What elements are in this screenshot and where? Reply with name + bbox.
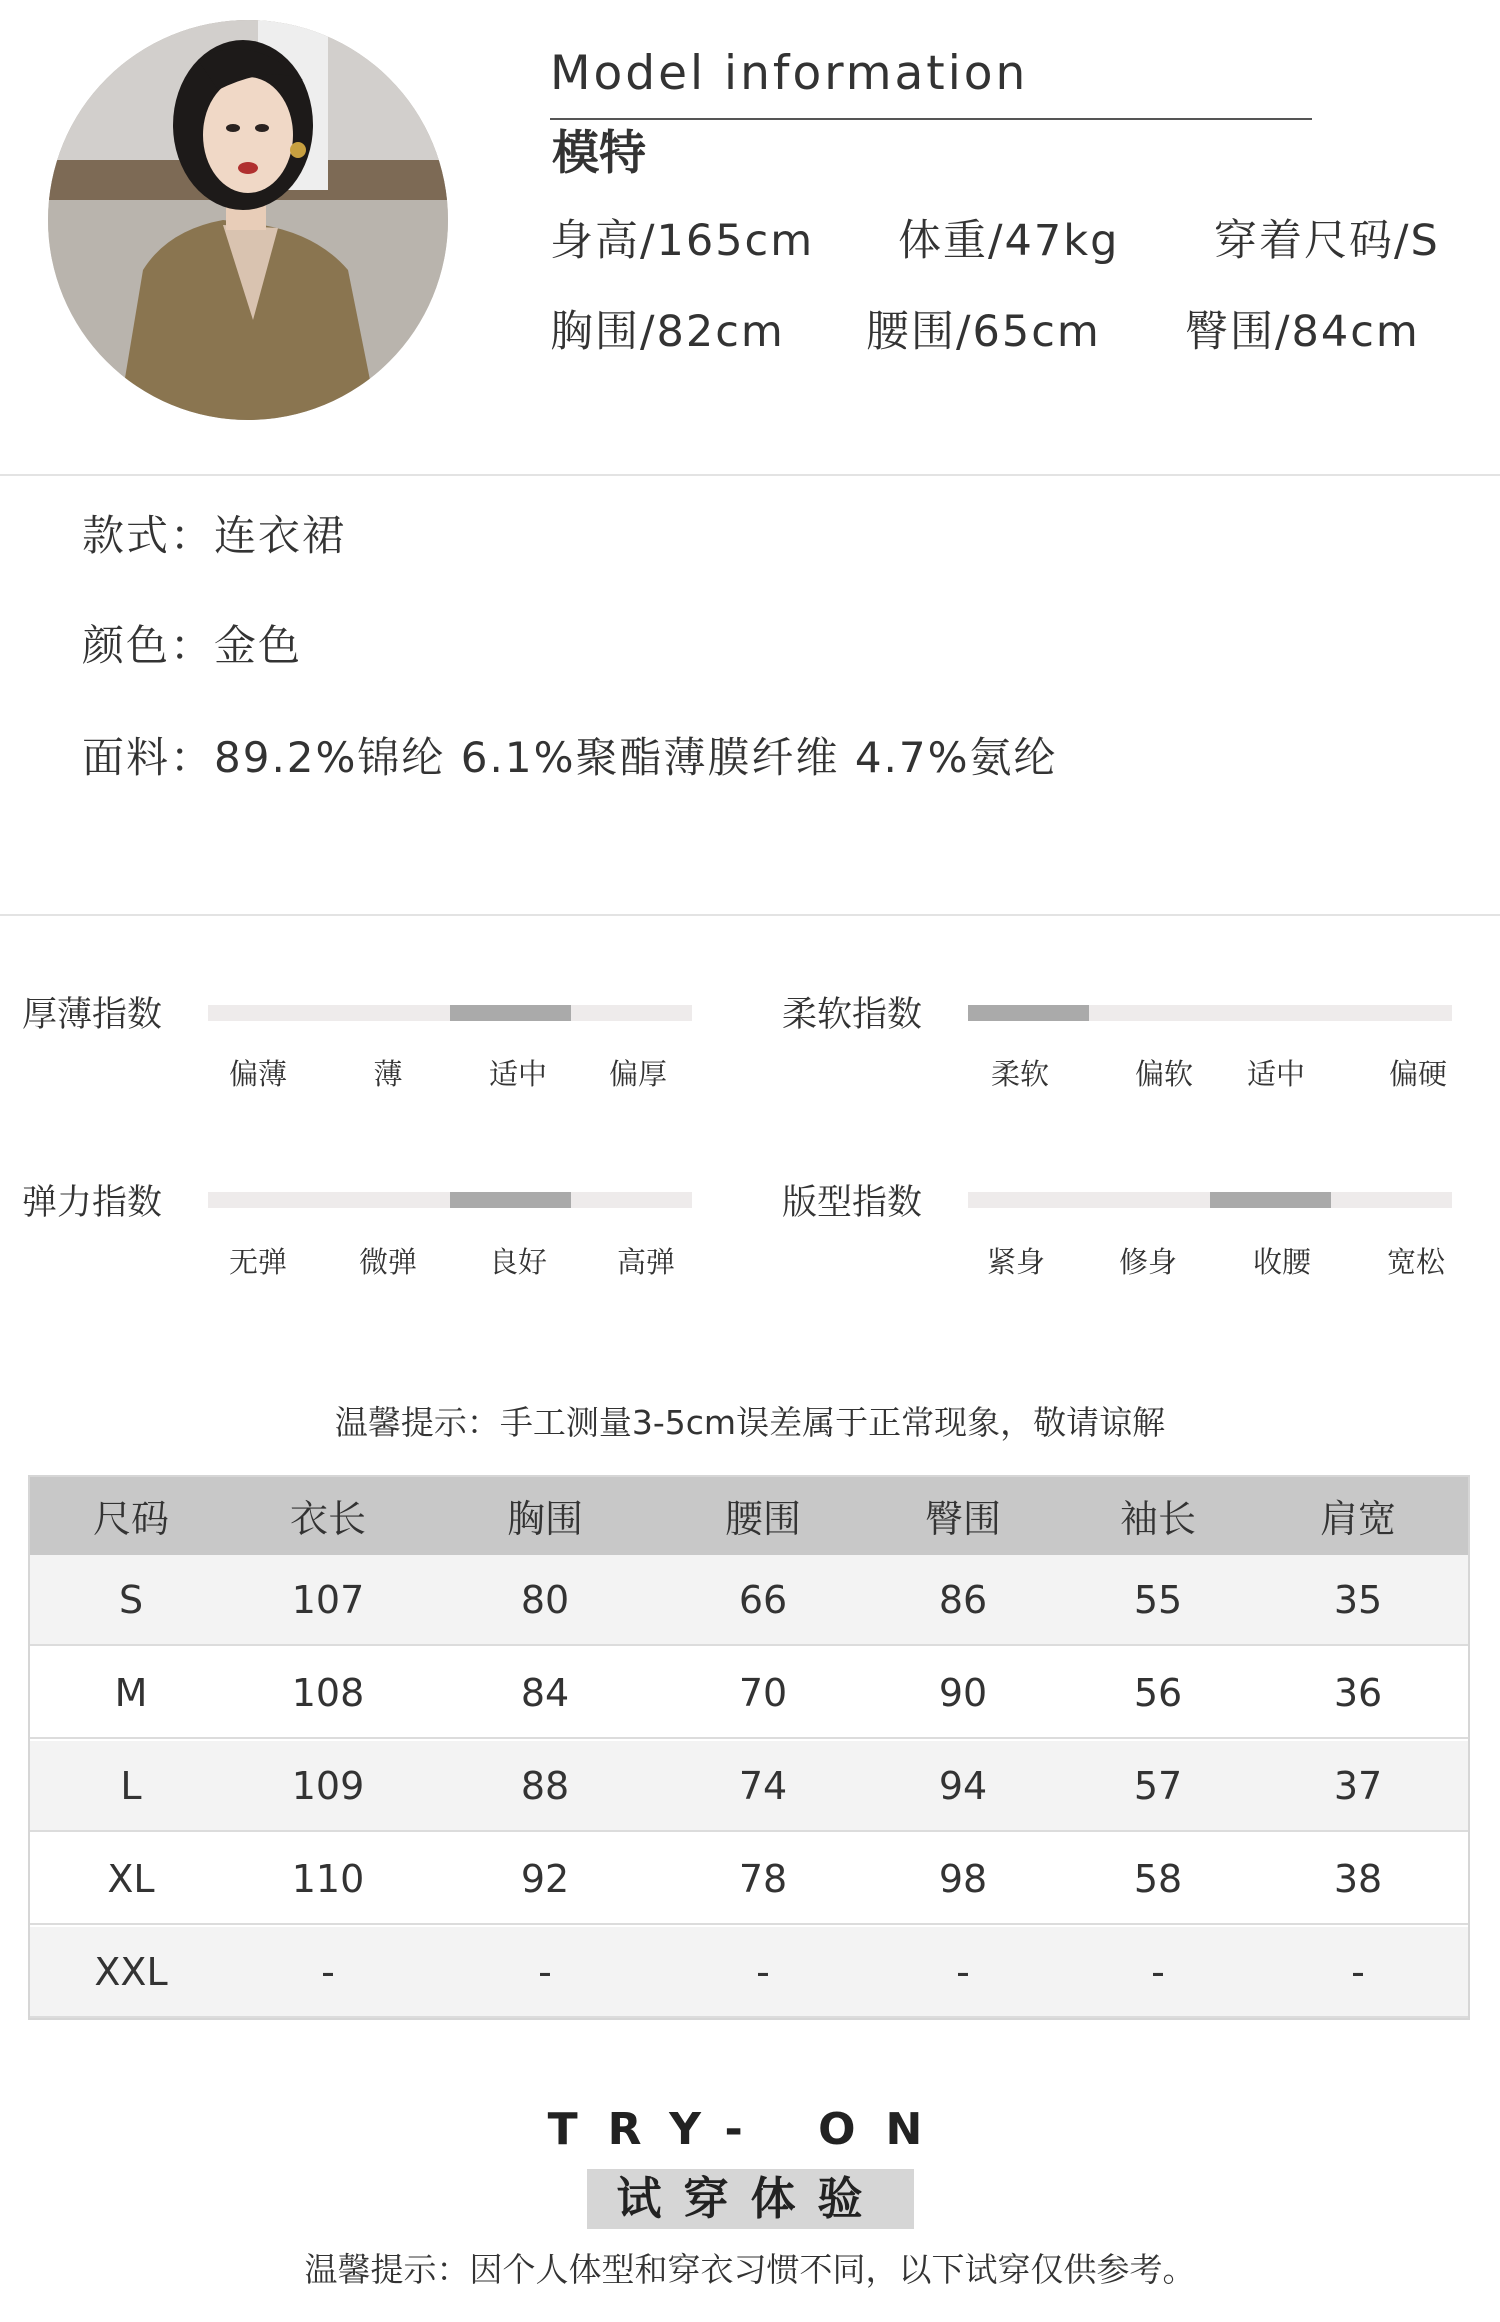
table-header-cell: 衣长 — [289, 1496, 367, 1541]
table-cell: XL — [107, 1856, 155, 1901]
attr-style: 款式：连衣裙 — [82, 511, 347, 560]
index-tick-label: 薄 — [373, 1057, 403, 1091]
tryon-title-en: TRY- ON — [547, 2104, 953, 2155]
model-hip: 臀围/84cm — [1185, 307, 1420, 357]
model-photo — [48, 20, 448, 420]
model-info-title: Model information — [550, 46, 1029, 101]
index-tick-label: 紧身 — [986, 1245, 1046, 1279]
table-row — [28, 1834, 1470, 1925]
index-tick-label: 柔软 — [990, 1057, 1050, 1091]
model-info-subtitle: 模特 — [552, 126, 646, 181]
table-cell: - — [756, 1949, 770, 1994]
index-tick-label: 适中 — [1246, 1057, 1306, 1091]
table-cell: S — [118, 1577, 144, 1622]
index-tick-label: 偏薄 — [228, 1057, 288, 1091]
model-size-worn: 穿着尺码/S — [1214, 216, 1440, 266]
table-header-cell: 袖长 — [1119, 1496, 1197, 1541]
index-tick-label: 偏软 — [1134, 1057, 1194, 1091]
table-cell: 70 — [738, 1670, 788, 1715]
table-cell: - — [1151, 1949, 1165, 1994]
table-header-cell: 腰围 — [724, 1496, 802, 1541]
index-bar-indicator — [450, 1005, 571, 1021]
table-cell: 108 — [291, 1670, 365, 1715]
table-cell: XXL — [94, 1949, 168, 1994]
table-cell: 36 — [1333, 1670, 1383, 1715]
table-cell: 94 — [938, 1763, 988, 1808]
table-cell: 110 — [291, 1856, 365, 1901]
table-row — [28, 1648, 1470, 1739]
table-cell: - — [538, 1949, 552, 1994]
model-waist: 腰围/65cm — [866, 307, 1101, 357]
table-cell: 35 — [1333, 1577, 1383, 1622]
table-cell: 84 — [520, 1670, 570, 1715]
index-bar-indicator — [1210, 1192, 1331, 1208]
table-cell: - — [1351, 1949, 1365, 1994]
table-cell: 107 — [291, 1577, 365, 1622]
tryon-tip: 温馨提示：因个人体型和穿衣习惯不同，以下试穿仅供参考。 — [304, 2250, 1196, 2289]
attr-fabric: 面料：89.2%锦纶 6.1%聚酯薄膜纤维 4.7%氨纶 — [82, 733, 1058, 782]
table-row — [28, 1555, 1470, 1646]
model-portrait-illustration — [48, 20, 448, 420]
table-cell: 109 — [291, 1763, 365, 1808]
table-cell: 57 — [1133, 1763, 1183, 1808]
index-tick-label: 高弹 — [616, 1245, 676, 1279]
index-label: 柔软指数 — [782, 995, 923, 1035]
table-cell: 80 — [520, 1577, 570, 1622]
table-cell: 58 — [1133, 1856, 1183, 1901]
table-cell: 66 — [738, 1577, 788, 1622]
model-weight: 体重/47kg — [898, 216, 1120, 266]
index-tick-label: 良好 — [488, 1245, 548, 1279]
table-cell: M — [114, 1670, 148, 1715]
tryon-title-cn: 试穿体验 — [616, 2172, 885, 2225]
index-tick-label: 宽松 — [1386, 1245, 1446, 1279]
title-underline — [550, 118, 1312, 120]
table-cell: 55 — [1133, 1577, 1183, 1622]
index-bar-indicator — [450, 1192, 571, 1208]
index-bar-indicator — [968, 1005, 1089, 1021]
table-cell: 56 — [1133, 1670, 1183, 1715]
measurement-tip: 温馨提示：手工测量3-5cm误差属于正常现象，敬请谅解 — [334, 1403, 1166, 1442]
table-header-cell: 尺码 — [92, 1496, 170, 1541]
section-divider — [0, 474, 1500, 476]
index-tick-label: 微弹 — [358, 1245, 418, 1279]
table-cell: 37 — [1333, 1763, 1383, 1808]
index-tick-label: 修身 — [1118, 1245, 1178, 1279]
index-label: 版型指数 — [782, 1183, 923, 1223]
table-cell: 90 — [938, 1670, 988, 1715]
table-cell: 74 — [738, 1763, 788, 1808]
index-tick-label: 适中 — [488, 1057, 548, 1091]
index-label: 厚薄指数 — [22, 995, 163, 1035]
table-cell: - — [321, 1949, 335, 1994]
table-header-cell: 胸围 — [506, 1496, 584, 1541]
index-tick-label: 收腰 — [1252, 1245, 1312, 1279]
index-tick-label: 偏硬 — [1388, 1057, 1448, 1091]
table-cell: 92 — [520, 1856, 570, 1901]
table-cell: 88 — [520, 1763, 570, 1808]
index-label: 弹力指数 — [22, 1183, 163, 1223]
model-bust: 胸围/82cm — [550, 307, 785, 357]
table-header-cell: 臀围 — [924, 1496, 1002, 1541]
index-tick-label: 偏厚 — [608, 1057, 668, 1091]
table-row — [28, 1927, 1470, 2018]
table-header-cell: 肩宽 — [1319, 1496, 1397, 1541]
attr-color: 颜色：金色 — [82, 621, 303, 670]
table-cell: 86 — [938, 1577, 988, 1622]
index-tick-label: 无弹 — [228, 1245, 288, 1279]
section-divider — [0, 914, 1500, 916]
table-cell: 98 — [938, 1856, 988, 1901]
table-header-row — [28, 1475, 1470, 1555]
table-cell: 38 — [1333, 1856, 1383, 1901]
table-row — [28, 1741, 1470, 1832]
table-cell: L — [120, 1763, 142, 1808]
model-height: 身高/165cm — [550, 216, 815, 266]
table-cell: - — [956, 1949, 970, 1994]
table-cell: 78 — [738, 1856, 788, 1901]
